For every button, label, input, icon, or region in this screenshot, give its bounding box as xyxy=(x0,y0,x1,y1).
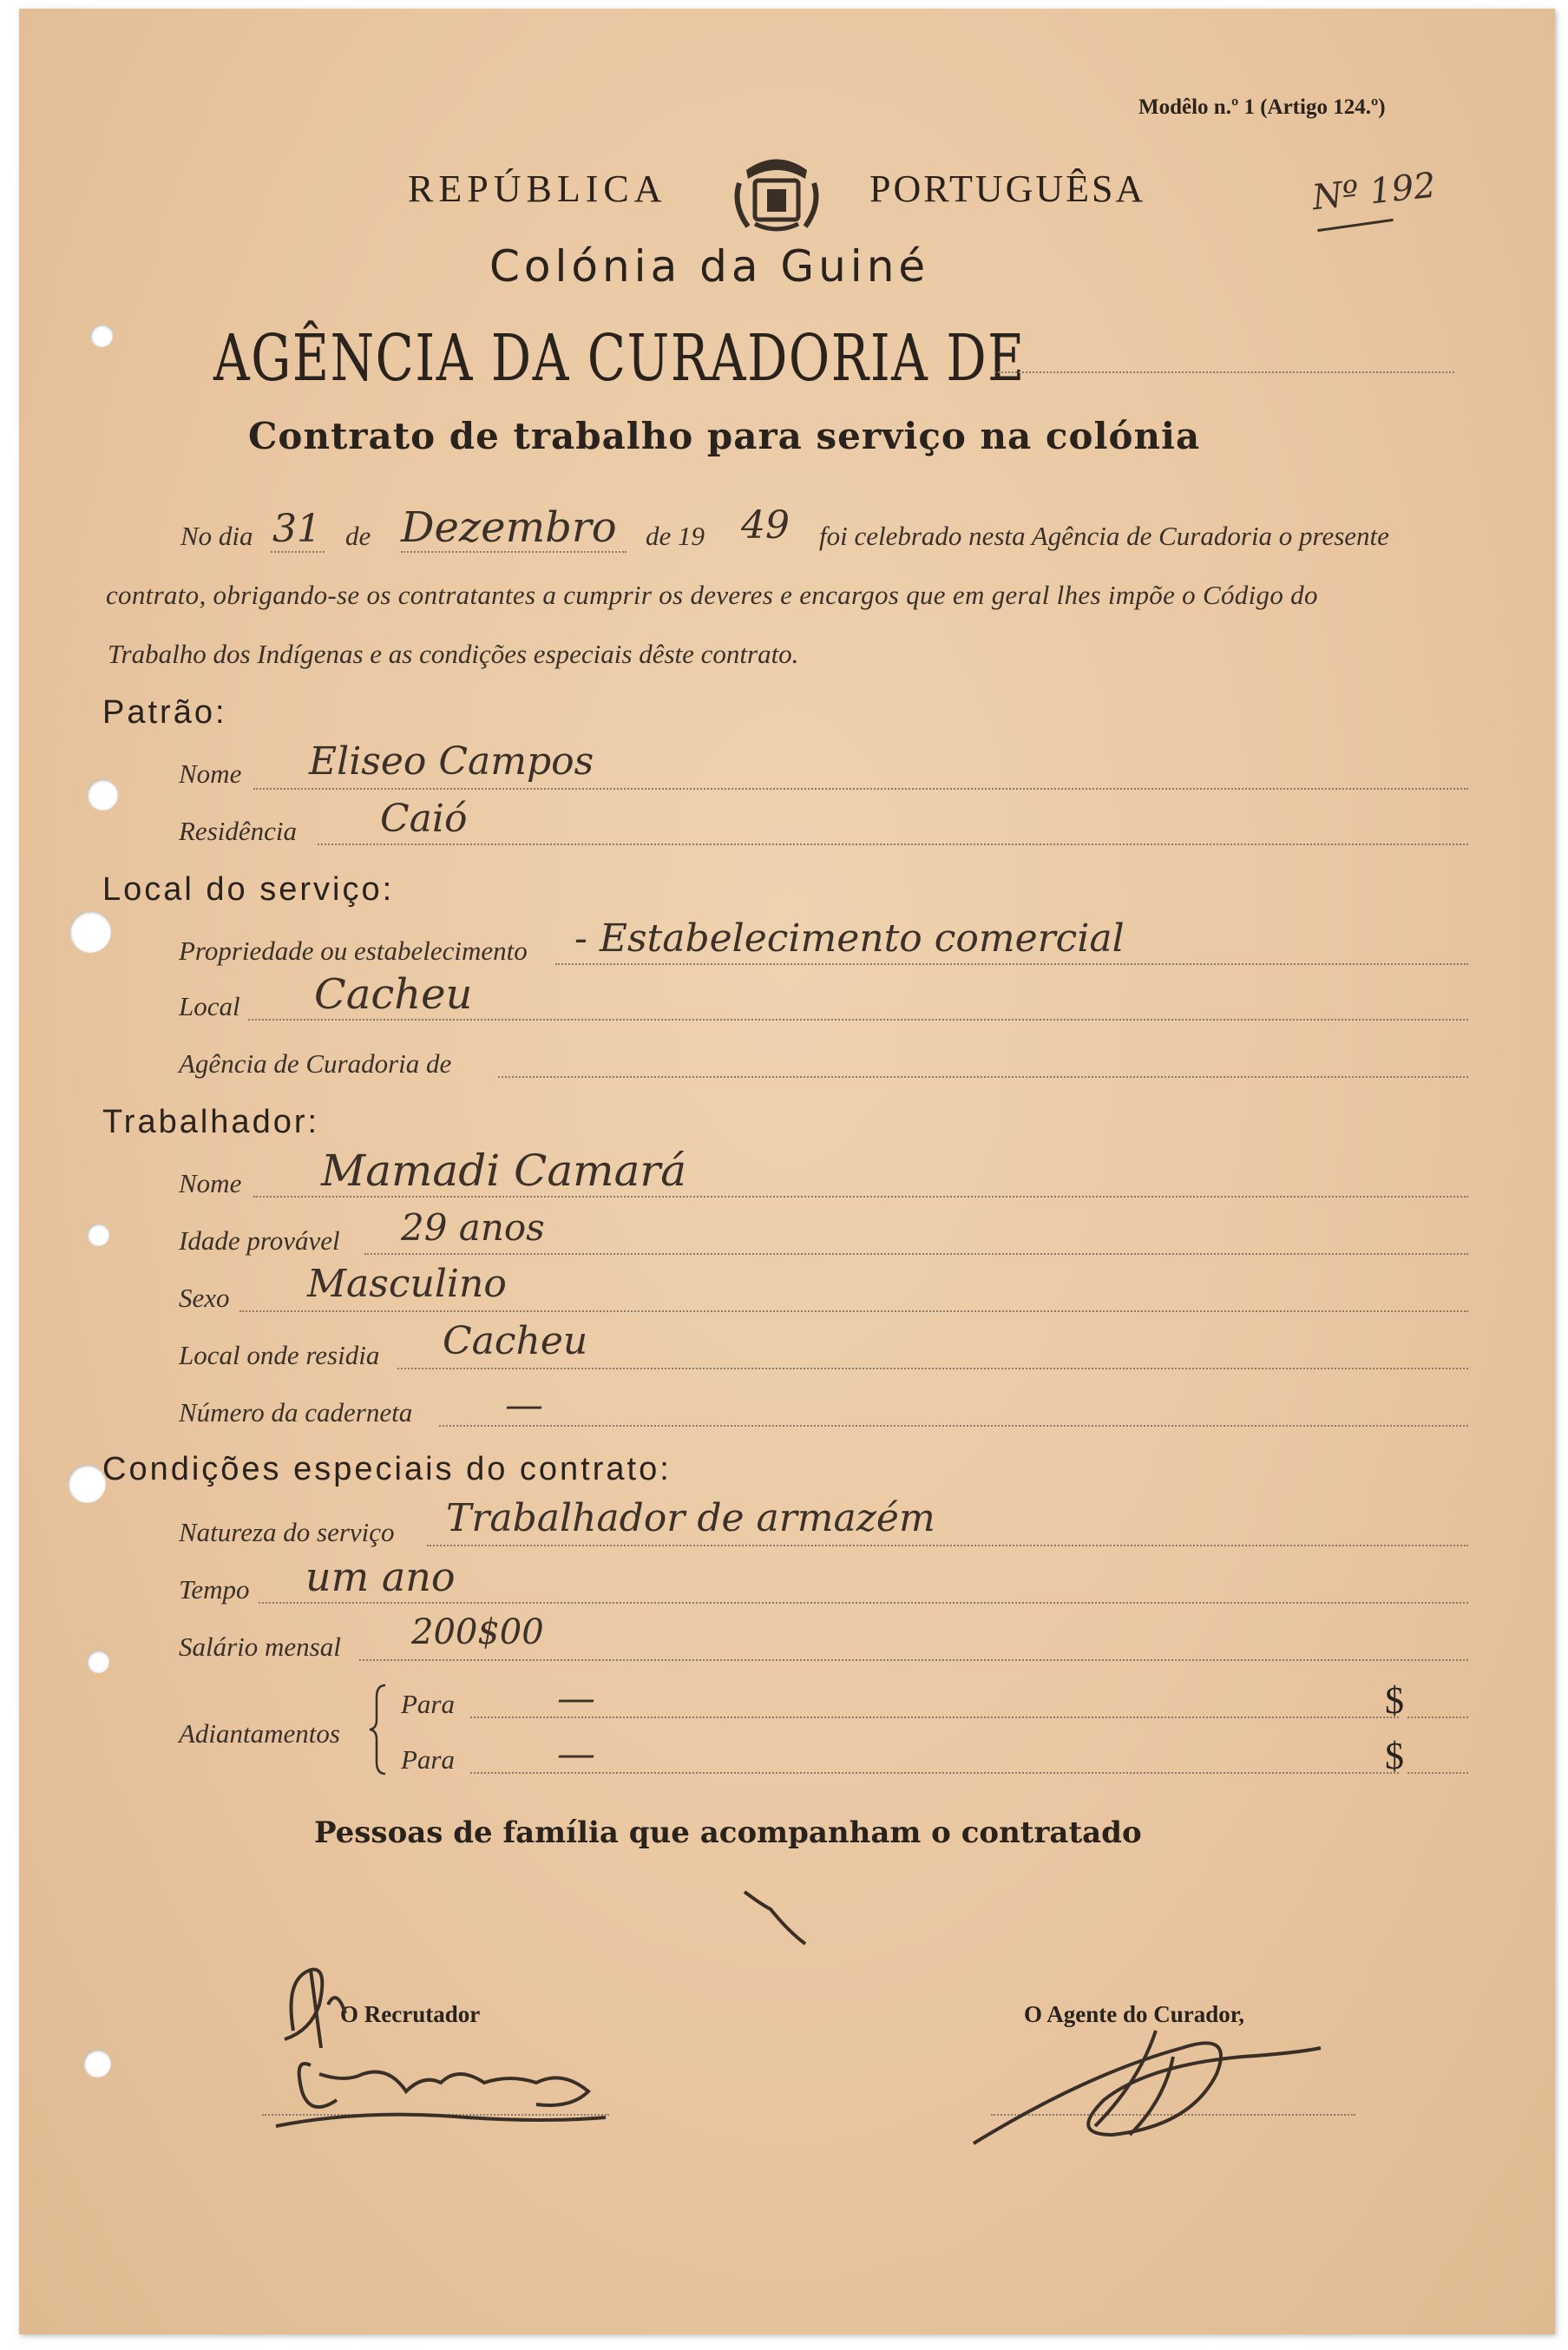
intro-no-dia: No dia xyxy=(180,521,253,551)
contract-title: Contrato de trabalho para serviço na colónia xyxy=(248,415,1201,457)
punch-hole xyxy=(87,1651,109,1673)
punch-hole xyxy=(68,1465,106,1503)
tempo-line xyxy=(259,1602,1468,1604)
caderneta-value: — xyxy=(505,1383,543,1428)
local-value: Cacheu xyxy=(314,970,473,1019)
section-condicoes: Condições especiais do contrato: xyxy=(102,1451,672,1487)
model-number: Modêlo n.º 1 (Artigo 124.º) xyxy=(1138,95,1386,119)
day-fill xyxy=(271,551,325,553)
caderneta-label: Número da caderneta xyxy=(179,1397,413,1428)
patrao-nome-line xyxy=(253,788,1468,790)
residia-label: Local onde residia xyxy=(179,1340,380,1370)
propriedade-line xyxy=(555,963,1468,965)
trabalhador-nome-line xyxy=(253,1196,1468,1198)
para-value-1: — xyxy=(557,1677,595,1721)
recrutador-signature xyxy=(259,1953,640,2152)
propriedade-value: - Estabelecimento comercial xyxy=(574,916,1125,961)
para-line-2 xyxy=(470,1772,1399,1774)
para-line-1 xyxy=(470,1717,1399,1718)
salario-line xyxy=(359,1659,1468,1661)
para-dollar-1: $ xyxy=(1385,1679,1404,1722)
salario-label: Salário mensal xyxy=(179,1631,341,1662)
idade-line xyxy=(364,1253,1468,1255)
tempo-label: Tempo xyxy=(179,1574,250,1605)
form-serial-number: Nº 192 xyxy=(1309,165,1438,219)
section-patrao: Patrão: xyxy=(102,694,227,731)
residia-value: Cacheu xyxy=(443,1319,588,1363)
agente-label: O Agente do Curador, xyxy=(1024,2001,1245,2027)
section-trabalhador: Trabalhador: xyxy=(102,1104,320,1140)
contract-form-sheet xyxy=(19,9,1555,2334)
contract-year: 49 xyxy=(741,503,790,548)
natureza-label: Natureza do serviço xyxy=(179,1517,395,1547)
colony-name: Colónia da Guiné xyxy=(489,241,930,292)
sexo-line xyxy=(239,1310,1468,1312)
intro-text-2: contrato, obrigando-se os contratantes a cumprir os deveres e encargos que em geral lhes impõe o Código do xyxy=(106,580,1318,610)
month-fill xyxy=(401,551,627,553)
patrao-residencia-line xyxy=(318,844,1468,845)
caderneta-line xyxy=(439,1425,1468,1427)
contract-day: 31 xyxy=(272,507,321,551)
serial-underline xyxy=(1317,219,1394,232)
section-local-servico: Local do serviço: xyxy=(102,871,395,908)
punch-hole xyxy=(87,1224,109,1246)
residia-line xyxy=(397,1368,1468,1369)
agencia-curadoria-line xyxy=(498,1076,1468,1078)
recrutador-label: O Recrutador xyxy=(340,2001,481,2027)
para-amount-line-2 xyxy=(1407,1772,1468,1774)
punch-hole xyxy=(90,325,113,347)
para-dollar-2: $ xyxy=(1385,1735,1404,1777)
agency-fill-line xyxy=(994,371,1454,373)
trabalhador-nome-value: Mamadi Camará xyxy=(321,1145,687,1196)
local-label: Local xyxy=(179,991,240,1021)
tempo-value: um ano xyxy=(305,1553,456,1600)
sexo-value: Masculino xyxy=(307,1262,507,1306)
natureza-line xyxy=(427,1545,1468,1546)
para-amount-line-1 xyxy=(1407,1717,1468,1718)
republica-right: PORTUGUÊSA xyxy=(869,167,1146,210)
coat-of-arms xyxy=(729,144,824,240)
agency-title: AGÊNCIA DA CURADORIA DE xyxy=(213,321,1026,396)
patrao-nome-value: Eliseo Campos xyxy=(309,739,594,784)
para-label-1: Para xyxy=(401,1689,455,1719)
local-line xyxy=(248,1019,1468,1021)
patrao-residencia-value: Caió xyxy=(380,797,468,841)
intro-de-19: de 19 xyxy=(646,521,705,551)
agente-signature xyxy=(956,1996,1329,2169)
intro-de: de xyxy=(345,521,371,551)
punch-hole xyxy=(69,911,111,953)
intro-text-3: Trabalho dos Indígenas e as condições especiais dêste contrato. xyxy=(108,639,799,669)
patrao-nome-label: Nome xyxy=(179,758,242,789)
punch-hole xyxy=(87,779,118,811)
para-label-2: Para xyxy=(401,1744,455,1775)
familia-heading: Pessoas de família que acompanham o contratado xyxy=(314,1815,1142,1850)
natureza-value: Trabalhador de armazém xyxy=(446,1496,935,1540)
patrao-residencia-label: Residência xyxy=(179,816,298,846)
trabalhador-nome-label: Nome xyxy=(179,1168,242,1198)
contract-month: Dezembro xyxy=(401,503,617,552)
idade-label: Idade provável xyxy=(179,1225,340,1256)
adiantamentos-brace xyxy=(368,1682,389,1777)
propriedade-label: Propriedade ou estabelecimento xyxy=(179,935,528,966)
punch-hole xyxy=(83,2050,111,2078)
salario-value: 200$00 xyxy=(411,1612,544,1652)
para-value-2: — xyxy=(557,1732,595,1776)
republica-left: REPÚBLICA xyxy=(408,167,667,210)
agencia-curadoria-label: Agência de Curadoria de xyxy=(179,1048,452,1079)
intro-text-1: foi celebrado nesta Agência de Curadoria o presente xyxy=(819,521,1389,551)
sexo-label: Sexo xyxy=(179,1283,230,1313)
adiantamentos-label: Adiantamentos xyxy=(179,1718,340,1749)
familia-dash xyxy=(736,1883,823,1953)
idade-value: 29 anos xyxy=(401,1206,545,1249)
